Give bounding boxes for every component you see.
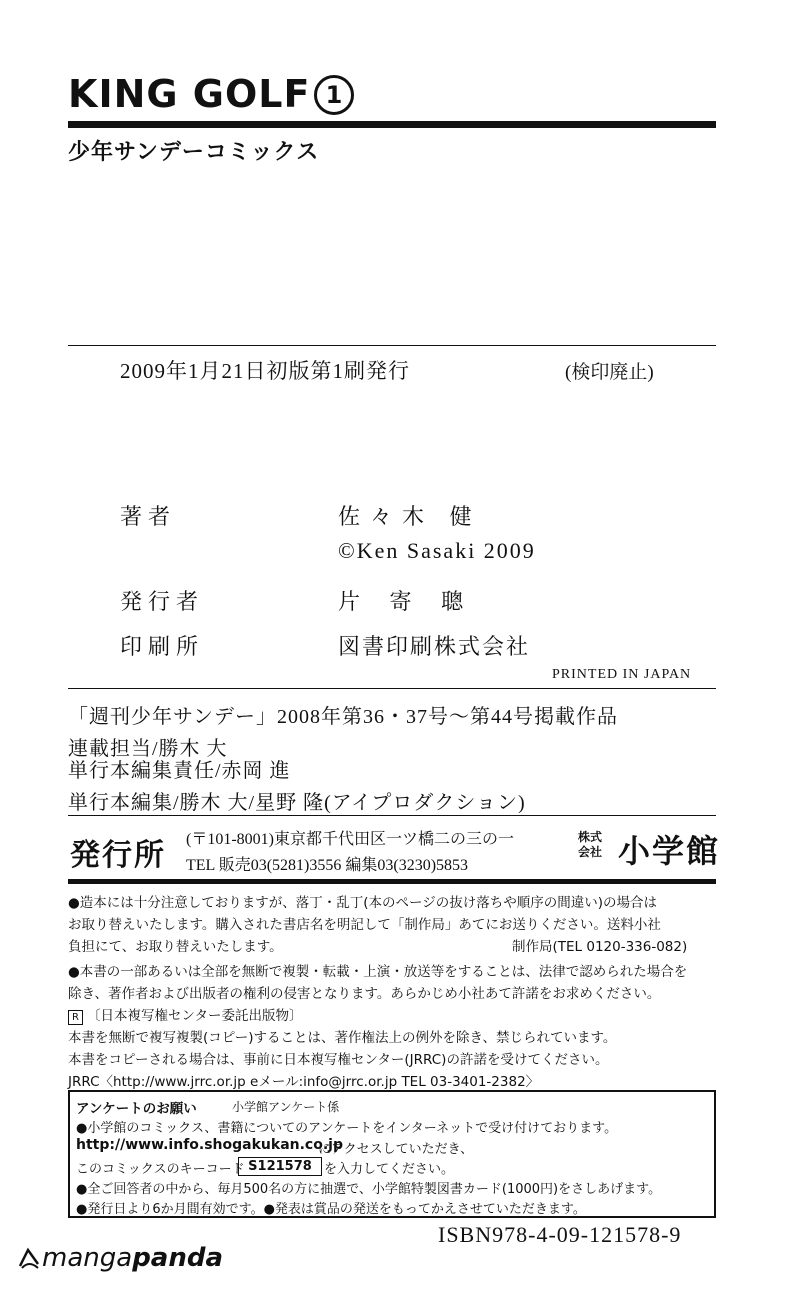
- title-rule: [68, 121, 716, 128]
- author-label: 著者: [120, 504, 177, 529]
- production-contact: 制作局(TEL 0120-336-082): [512, 939, 688, 955]
- serial-editor-credit: 連載担当/勝木 大: [68, 738, 228, 760]
- credits-rule: [68, 688, 716, 689]
- survey-line-1: ●小学館のコミックス、書籍についてのアンケートをインターネットで受け付けております。: [76, 1121, 618, 1136]
- notice-line-1: ●造本には十分注意しておりますが、落丁・乱丁(本のページの抜け落ちや順序の間違い)の場合は: [68, 895, 658, 911]
- series-label: 少年サンデーコミックス: [68, 140, 320, 165]
- survey-url-tail: にアクセスしていただき、: [318, 1142, 474, 1157]
- notice-line-9: JRRC〈http://www.jrrc.or.jp eメール:info@jrrc.or.jp TEL 03-3401-2382〉: [68, 1074, 540, 1090]
- notice-rule: [68, 879, 716, 884]
- key-code-prefix: このコミックスのキーコード: [76, 1162, 245, 1177]
- survey-line-5: ●発行日より6か月間有効です。●発表は賞品の発送をもってかえさせていただきます。: [76, 1202, 586, 1217]
- book-title: [68, 72, 354, 116]
- title-text: KING GOLF: [68, 72, 311, 116]
- publisher-name: 小学館: [618, 832, 721, 870]
- responsible-editor-credit: 単行本編集責任/赤岡 進: [68, 760, 291, 782]
- survey-line-4: ●全ご回答者の中から、毎月500名の方に抽選で、小学館特製図書カード(1000円)をさしあげます。: [76, 1182, 662, 1197]
- publisher-person-label: 発行者: [120, 589, 205, 614]
- survey-subtitle: 小学館アンケート係: [232, 1100, 340, 1114]
- printed-in-japan: PRINTED IN JAPAN: [552, 667, 692, 682]
- printer-label: 印刷所: [120, 634, 205, 659]
- publication-date: 2009年1月21日初版第1刷発行: [120, 359, 410, 383]
- publisher-label: 発行所: [70, 838, 166, 873]
- publisher-tel: TEL 販売03(5281)3556 編集03(3230)5853: [186, 857, 469, 874]
- jrrc-consignment: 〔日本複写権センター委託出版物〕: [87, 1008, 303, 1024]
- book-editor-credit: 単行本編集/勝木 大/星野 隆(アイプロダクション): [68, 792, 526, 814]
- edition-rule: [68, 345, 716, 346]
- survey-title: アンケートのお願い: [76, 1101, 197, 1117]
- key-code: S121578: [238, 1157, 322, 1176]
- mangapanda-watermark: [18, 1243, 223, 1273]
- survey-url-link[interactable]: http://www.info.shogakukan.co.jp: [76, 1137, 343, 1153]
- notice-line-7: 本書を無断で複写複製(コピー)することは、著作権法上の例外を除き、禁じられています。: [68, 1030, 617, 1046]
- stamp-note: (検印廃止): [565, 362, 654, 383]
- author-name: 佐々木 健: [338, 504, 482, 529]
- publisher-rule: [68, 815, 716, 816]
- volume-number: 1: [314, 75, 354, 115]
- watermark-part-2: panda: [132, 1243, 224, 1273]
- registered-mark-icon: R: [68, 1010, 83, 1025]
- serialization-credit: 「週刊少年サンデー」2008年第36・37号〜第44号掲載作品: [68, 706, 618, 728]
- publisher-person-name: 片 寄 聰: [338, 589, 476, 614]
- notice-line-5: 除き、著作者および出版者の権利の侵害となります。あらかじめ小社あて許諾をお求めください。: [68, 986, 661, 1002]
- isbn: ISBN978-4-09-121578-9: [438, 1222, 682, 1247]
- notice-line-8: 本書をコピーされる場合は、事前に日本複写権センター(JRRC)の許諾を受けてください。: [68, 1052, 609, 1068]
- notice-line-2: お取り替えいたします。購入された書店名を明記して「制作局」あてにお送りください。送料小社: [68, 917, 661, 933]
- publisher-address: (〒101-8001)東京都千代田区一ツ橋二の三の一: [186, 831, 514, 848]
- copyright-line: ©Ken Sasaki 2009: [338, 538, 536, 563]
- watermark-part-1: manga: [42, 1243, 133, 1273]
- notice-line-3: 負担にて、お取り替えいたします。: [68, 939, 283, 955]
- notice-line-4: ●本書の一部あるいは全部を無断で複製・転載・上演・放送等をすることは、法律で認められた場合を: [68, 964, 688, 980]
- watermark-logo-icon: [18, 1246, 40, 1270]
- printer-name: 図書印刷株式会社: [338, 634, 531, 659]
- notice-line-6: [68, 1004, 302, 1025]
- key-code-tail: を入力してください。: [324, 1162, 455, 1177]
- corp-type: 株式会社: [578, 830, 603, 859]
